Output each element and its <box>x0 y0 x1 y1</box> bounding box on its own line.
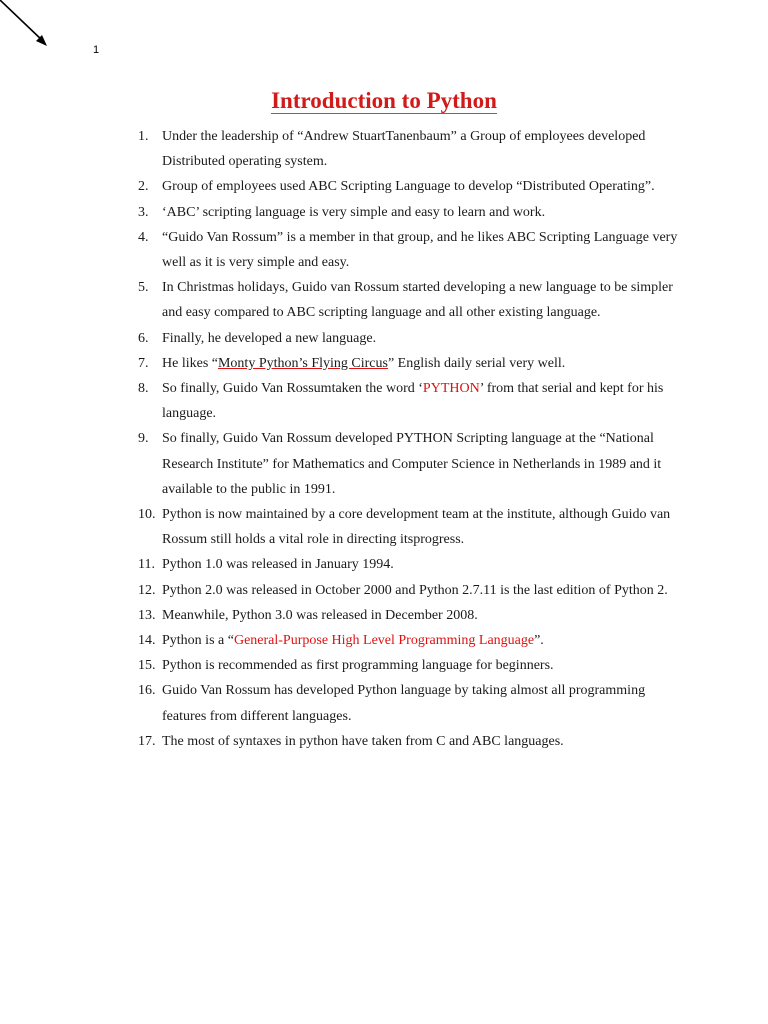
list-item <box>138 502 678 552</box>
item-number: 12. <box>138 582 156 598</box>
python-word-highlight: PYTHON <box>422 381 480 397</box>
item-number: 3. <box>138 204 149 220</box>
item-number: 13. <box>138 607 156 623</box>
item-number: 14. <box>138 633 156 649</box>
corner-arrow-icon <box>0 0 60 60</box>
list-item <box>138 603 678 628</box>
list-item <box>138 729 678 754</box>
list-item <box>138 653 678 678</box>
item-text-pre: Python is a “ <box>162 633 234 649</box>
list-item <box>138 552 678 577</box>
item-text: Under the leadership of “Andrew StuartTanenbaum” a Group of employees developed Distributed operating system. <box>162 129 646 170</box>
item-text: Python 2.0 was released in October 2000 and Python 2.7.11 is the last edition of Python 2. <box>162 582 668 598</box>
list-item <box>138 578 678 603</box>
item-number: 1. <box>138 129 149 144</box>
list-item <box>138 200 678 225</box>
item-number: 6. <box>138 330 149 346</box>
language-type-highlight: General-Purpose High Level Programming Language <box>233 633 535 649</box>
item-text: ‘ABC’ scripting language is very simple and easy to learn and work. <box>162 204 546 220</box>
item-text: Guido Van Rossum has developed Python language by taking almost all programming features from different languages. <box>162 683 646 724</box>
item-text: In Christmas holidays, Guido van Rossum started developing a new language to be simpler and easy compared to ABC scripting language and all other existing language. <box>162 280 673 321</box>
item-number: 10. <box>138 507 156 523</box>
item-text: The most of syntaxes in python have taken from C and ABC languages. <box>162 733 564 749</box>
item-number: 15. <box>138 658 156 674</box>
item-text-pre: So finally, Guido Van Rossumtaken the word ‘ <box>162 381 423 397</box>
list-item <box>138 678 678 728</box>
list-item <box>138 174 678 199</box>
item-text: Python is recommended as first programming language for beginners. <box>162 658 554 674</box>
item-text-post: ” English daily serial very well. <box>387 355 566 371</box>
item-number: 11. <box>138 557 155 573</box>
list-item <box>138 376 678 426</box>
document-title <box>0 86 768 116</box>
item-number: 9. <box>138 431 149 447</box>
item-text: Meanwhile, Python 3.0 was released in December 2008. <box>162 607 478 623</box>
item-number: 17. <box>138 733 156 749</box>
item-number: 8. <box>138 381 149 397</box>
item-number: 2. <box>138 179 149 195</box>
item-text: Python 1.0 was released in January 1994. <box>162 557 394 573</box>
item-number: 5. <box>138 280 149 296</box>
list-item <box>138 275 678 325</box>
item-number: 16. <box>138 683 156 699</box>
list-item <box>138 351 678 376</box>
item-text: Group of employees used ABC Scripting Language to develop “Distributed Operating”. <box>162 179 655 195</box>
item-text-post: ’ from that serial and kept for his language. <box>162 381 664 422</box>
item-text-post: ”. <box>534 633 544 649</box>
list-item <box>138 225 678 275</box>
list-item <box>138 426 678 502</box>
page-number: 1 <box>93 44 100 56</box>
item-number: 7. <box>138 355 149 371</box>
item-text: “Guido Van Rossum” is a member in that group, and he likes ABC Scripting Language very well as it is very simple and easy. <box>162 229 678 271</box>
show-title-underlined: Monty Python’s Flying Circus <box>217 355 388 371</box>
list-item <box>138 628 678 653</box>
document-title-text: Introduction to Python <box>271 88 497 113</box>
item-number: 4. <box>138 229 149 245</box>
item-text: Finally, he developed a new language. <box>162 330 377 346</box>
list-item <box>138 124 678 174</box>
item-text: So finally, Guido Van Rossum developed PYTHON Scripting language at the “National Research Institute” for Mathematics and Computer Science in Netherlands in 1989 and it available to the public in 1991. <box>162 431 662 497</box>
item-text: Python is now maintained by a core development team at the institute, although Guido van Rossum still holds a vital role in directing itsprogress. <box>162 507 671 548</box>
item-list <box>138 124 678 754</box>
list-item <box>138 326 678 351</box>
item-text-pre: He likes “ <box>162 355 218 371</box>
